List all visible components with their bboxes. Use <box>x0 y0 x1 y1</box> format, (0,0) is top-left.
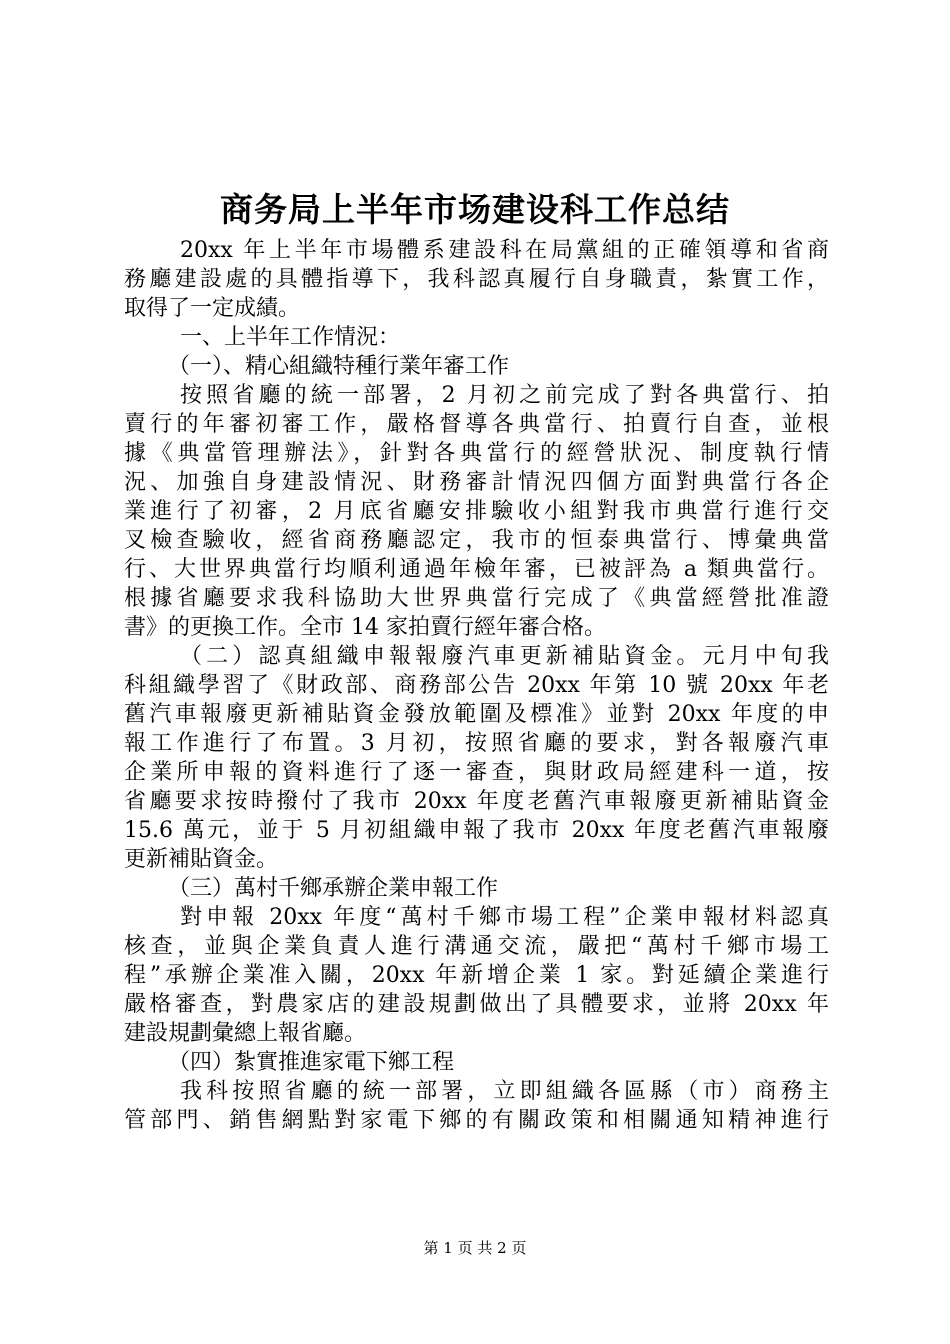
document-title: 商务局上半年市场建设科工作总结 <box>220 190 730 229</box>
text-line: 據《典當管理辦法》，針對各典當行的經營狀況、制度執行情 <box>124 441 829 466</box>
text-line: 況、加強自身建設情況、財務審計情況四個方面對典當行各企 <box>124 470 829 495</box>
text-line: 程”承辦企業准入關，20xx 年新增企業 1 家。對延續企業進行 <box>124 963 829 988</box>
text-line: 更新補貼資金。 <box>124 847 279 872</box>
document-body <box>124 236 829 1135</box>
text-line: 企業所申報的資料進行了逐一審查，與財政局經建科一道，按 <box>124 760 829 785</box>
text-line: 務廳建設處的具體指導下，我科認真履行自身職責，紮實工作， <box>124 267 829 292</box>
subsection-heading: （二）認真組織申報報廢汽車更新補貼資金。元月中旬我 <box>180 644 829 669</box>
text-line: 取得了一定成績。 <box>124 296 301 321</box>
text-line: 舊汽車報廢更新補貼資金發放範圍及標准》並對 20xx 年度的申 <box>124 702 829 727</box>
text-line: 核查，並與企業負責人進行溝通交流，嚴把“萬村千鄉市場工 <box>124 934 829 959</box>
text-line: 根據省廳要求我科協助大世界典當行完成了《典當經營批准證 <box>124 586 829 611</box>
text-line: 業進行了初審，2 月底省廳安排驗收小組對我市典當行進行交 <box>124 499 829 524</box>
text-line: 建設規劃彙總上報省廳。 <box>124 1021 367 1046</box>
page-number-footer: 第 1 页 共 2 页 <box>423 1239 527 1257</box>
subsection-heading: （一）、精心組織特種行業年審工作 <box>168 354 510 379</box>
text-line: 省廳要求按時撥付了我市 20xx 年度老舊汽車報廢更新補貼資金 <box>124 789 829 814</box>
text-line: 管部門、銷售網點對家電下鄉的有關政策和相關通知精神進行 <box>124 1108 829 1133</box>
text-line: 15.6 萬元，並于 5 月初組織申報了我市 20xx 年度老舊汽車報廢 <box>124 818 829 843</box>
text-line: 科組織學習了《財政部、商務部公告 20xx 年第 10 號 20xx 年老 <box>124 673 829 698</box>
text-line: 叉檢查驗收，經省商務廳認定，我市的恒泰典當行、博彙典當 <box>124 528 829 553</box>
text-line: 書》的更換工作。全市 14 家拍賣行經年審合格。 <box>124 615 606 640</box>
text-line: 嚴格審查，對農家店的建設規劃做出了具體要求，並將 20xx 年 <box>124 992 829 1017</box>
text-line: 對申報 20xx 年度“萬村千鄉市場工程”企業申報材料認真 <box>180 905 829 930</box>
text-line: 20xx 年上半年市場體系建設科在局黨組的正確領導和省商 <box>180 238 829 263</box>
text-line: 報工作進行了布置。3 月初，按照省廳的要求，對各報廢汽車 <box>124 731 829 756</box>
text-line: 行、大世界典當行均順利通過年檢年審，已被評為 a 類典當行。 <box>124 557 829 582</box>
text-line: 我科按照省廳的統一部署，立即組織各區縣（市）商務主 <box>180 1079 829 1104</box>
section-heading: 一、上半年工作情況： <box>180 325 401 350</box>
subsection-heading: （四）紮實推進家電下鄉工程 <box>168 1050 455 1075</box>
subsection-heading: （三）萬村千鄉承辦企業申報工作 <box>168 876 499 901</box>
text-line: 按照省廳的統一部署，2 月初之前完成了對各典當行、拍 <box>180 383 829 408</box>
text-line: 賣行的年審初審工作，嚴格督導各典當行、拍賣行自查，並根 <box>124 412 829 437</box>
